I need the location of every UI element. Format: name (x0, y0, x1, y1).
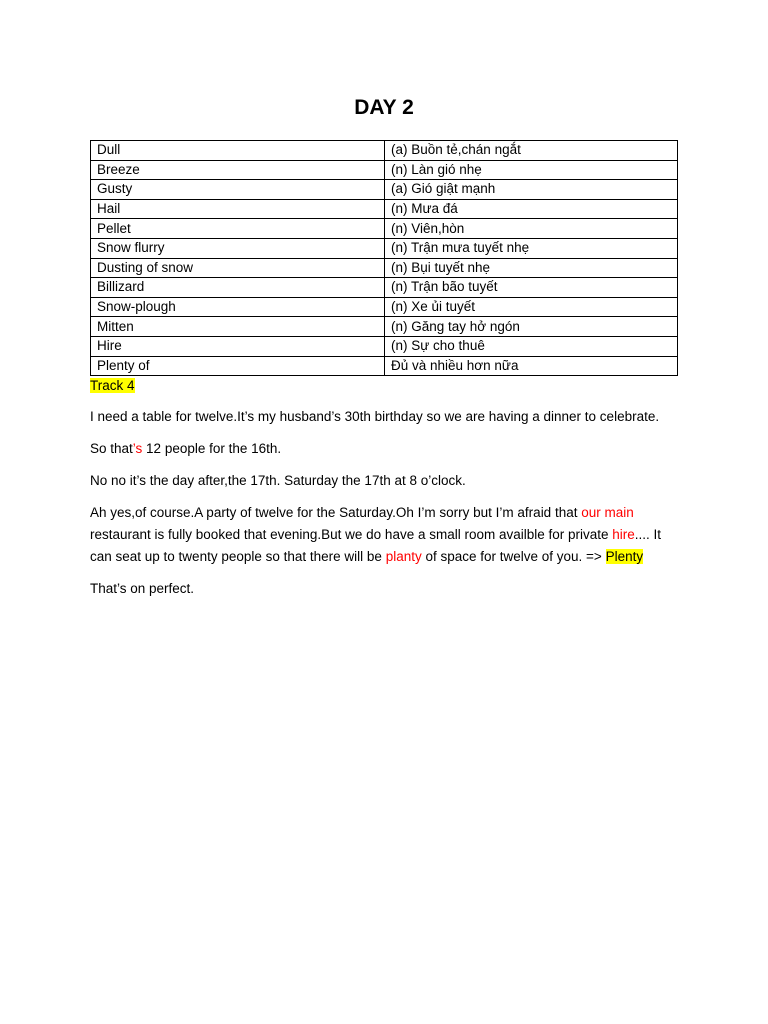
p4-red-planty: planty (385, 549, 422, 564)
table-row (91, 199, 678, 219)
p4-text-g: of space for twelve of you. => (421, 549, 606, 564)
vocab-word: Hire (91, 336, 385, 356)
page-title: DAY 2 (354, 96, 414, 119)
vocab-word: Dull (91, 141, 385, 161)
paragraph-3: No no it’s the day after,the 17th. Saturday the 17th at 8 o’clock. (90, 473, 466, 488)
p2-text-red: ’s (132, 441, 143, 456)
vocab-meaning: (n) Trận mưa tuyết nhẹ (385, 238, 678, 258)
paragraph-5: That’s on perfect. (90, 581, 195, 596)
table-row (91, 160, 678, 180)
p4-red-our-main: our main (581, 505, 634, 520)
p4-text-c: restaurant is fully booked that evening.But we do have a small room availble for private (90, 527, 613, 542)
vocab-meaning: (n) Mưa đá (385, 199, 678, 219)
paragraph-2 (90, 438, 682, 460)
vocab-meaning: Đủ và nhiều hơn nữa (385, 356, 678, 376)
table-row (91, 336, 678, 356)
p4-text-a: Ah yes,of course.A party of twelve for the Saturday.Oh I’m sorry but I’m afraid that (90, 505, 582, 520)
vocab-meaning: (a) Buồn tẻ,chán ngắt (385, 141, 678, 161)
table-row (91, 356, 678, 376)
table-row (91, 278, 678, 298)
track-highlight: Track 4 (90, 378, 135, 393)
p4-highlight-plenty: Plenty (605, 549, 644, 564)
p4-red-hire: hire (612, 527, 635, 542)
table-row (91, 141, 678, 161)
vocab-meaning: (n) Xe ủi tuyết (385, 297, 678, 317)
table-row (91, 297, 678, 317)
vocab-meaning: (n) Làn gió nhẹ (385, 160, 678, 180)
vocab-meaning: (n) Sự cho thuê (385, 336, 678, 356)
vocab-word: Billizard (91, 278, 385, 298)
table-row (91, 219, 678, 239)
vocab-word: Gusty (91, 180, 385, 200)
table-row (91, 317, 678, 337)
vocab-word: Hail (91, 199, 385, 219)
vocab-meaning: (n) Viên,hòn (385, 219, 678, 239)
table-row (91, 180, 678, 200)
table-row (91, 258, 678, 278)
p2-text-a: So that (90, 441, 133, 456)
table-row (91, 238, 678, 258)
vocab-meaning: (n) Bụi tuyết nhẹ (385, 258, 678, 278)
vocab-meaning: (a) Gió giật mạnh (385, 180, 678, 200)
vocab-word: Snow-plough (91, 297, 385, 317)
vocab-meaning: (n) Găng tay hở ngón (385, 317, 678, 337)
vocab-word: Pellet (91, 219, 385, 239)
track-label (90, 377, 135, 395)
p4-text-e: .... It can seat up to twenty people so that there will be (90, 527, 662, 564)
paragraph-4 (90, 502, 682, 568)
paragraph-1: I need a table for twelve.It’s my husband’s 30th birthday so we are having a dinner to celebrate. (90, 409, 660, 424)
vocab-word: Dusting of snow (91, 258, 385, 278)
vocab-word: Snow flurry (91, 238, 385, 258)
p2-text-c: 12 people for the 16th. (142, 441, 282, 456)
vocab-table (90, 140, 678, 376)
vocab-word: Mitten (91, 317, 385, 337)
vocab-meaning: (n) Trận bão tuyết (385, 278, 678, 298)
vocab-word: Plenty of (91, 356, 385, 376)
vocab-word: Breeze (91, 160, 385, 180)
